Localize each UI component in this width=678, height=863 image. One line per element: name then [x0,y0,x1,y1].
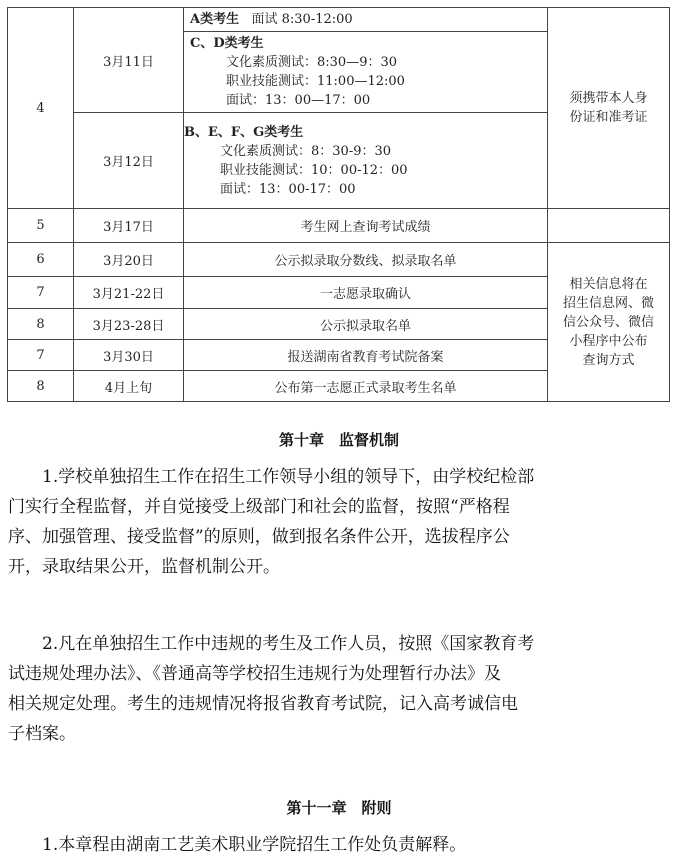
text-line: 1.学校单独招生工作在招生工作领导小组的领导下，由学校纪检部 [42,467,535,487]
session-time: 文化素质测试：8：30-9：30 [220,143,392,159]
schedule-table [7,7,670,402]
row-date: 3月23-28日 [74,309,184,340]
row-item: 考生网上查询考试成绩 [184,209,548,243]
row-note [548,209,670,243]
category-label: A类考生 [190,12,240,27]
session-time: 面试 8:30-12:00 [251,12,353,27]
row-date: 3月21-22日 [74,277,184,309]
table-row [8,8,670,113]
row-date: 3月11日 [74,8,184,113]
session-time: 职业技能测试：11:00—12:00 [226,74,405,89]
note-line: 查询方式 [582,352,635,368]
chapter-10-title: 第十章 监督机制 [278,431,399,449]
row-item: 报送湖南省教育考试院备案 [184,340,548,371]
session-a [184,8,547,32]
row-number: 6 [8,243,74,277]
text-line: 子档案。 [8,724,76,744]
text-line: 开，录取结果公开，监督机制公开。 [8,557,280,577]
text-line: 相关规定处理。考生的违规情况将报省教育考试院，记入高考诚信电 [8,694,518,714]
row-detail [184,8,548,113]
row-number: 7 [8,340,74,371]
row-date: 3月12日 [74,113,184,209]
chapter-11-title: 第十一章 附则 [286,799,392,817]
note-line: 招生信息网、微 [562,295,654,311]
row-item: 一志愿录取确认 [184,277,548,309]
row-number: 5 [8,209,74,243]
session-time: 职业技能测试：10：00-12：00 [220,162,408,178]
note-line: 相关信息将在 [569,276,648,292]
table-row [8,209,670,243]
note-line: 信公众号、微信 [562,314,654,330]
row-number: 7 [8,277,74,309]
text-line: 门实行全程监督，并自觉接受上级部门和社会的监督，按照“严格程 [8,497,510,517]
chapter-10-paragraph-1 [8,462,670,582]
category-label: C、D类考生 [190,36,264,51]
chapter-10-paragraph-2 [8,629,670,749]
text-line: 序、加强管理、接受监督”的原则，做到报名条件公开，选拔程序公 [8,527,510,547]
row-note [548,8,670,209]
note-line: 须携带本人身 [569,91,648,106]
category-label: B、E、F、G类考生 [184,124,304,140]
chapter-11-paragraph-1 [8,830,670,860]
row-date: 4月上旬 [74,371,184,402]
session-time: 面试：13：00—17：00 [226,93,371,108]
row-item: 公布第一志愿正式录取考生名单 [184,371,548,402]
row-note [548,243,670,402]
row-item: 公示拟录取分数线、拟录取名单 [184,243,548,277]
session-time: 面试：13：00-17：00 [220,181,356,197]
row-date: 3月17日 [74,209,184,243]
row-date: 3月30日 [74,340,184,371]
text-line: 1.本章程由湖南工艺美术职业学院招生工作处负责解释。 [42,835,467,855]
row-number: 4 [8,8,74,209]
note-line: 小程序中公布 [569,333,648,349]
session-time: 文化素质测试：8:30—9：30 [226,55,398,70]
session-cd [184,32,547,112]
table-row [8,243,670,277]
row-date: 3月20日 [74,243,184,277]
row-item: 公示拟录取名单 [184,309,548,340]
text-line: 2.凡在单独招生工作中违规的考生及工作人员，按照《国家教育考 [42,634,535,654]
row-number: 8 [8,371,74,402]
row-number: 8 [8,309,74,340]
note-line: 份证和准考证 [569,110,648,125]
text-line: 试违规处理办法》、《普通高等学校招生违规行为处理暂行办法》及 [8,664,501,684]
row-detail [184,113,548,209]
